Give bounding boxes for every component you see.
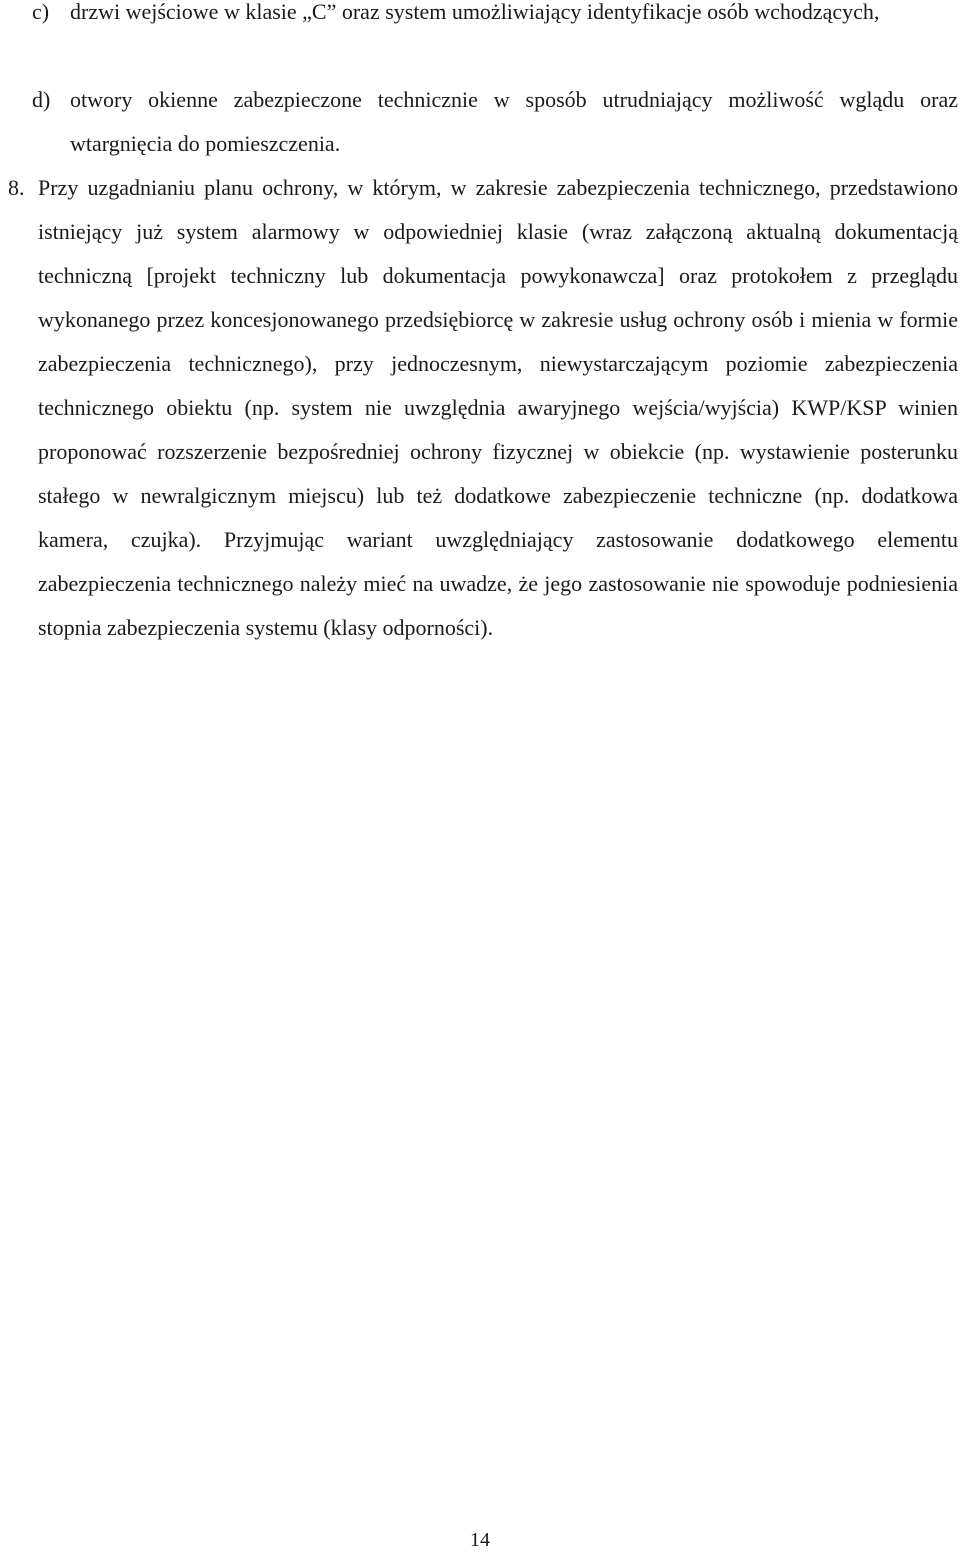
point-8-number: 8.: [8, 175, 25, 200]
page-number: 14: [470, 1529, 490, 1551]
point-8-paragraph: [8, 166, 958, 650]
list-item-c-text: drzwi wejściowe w klasie „C” oraz system umożliwiający identyfikacje osób wchodzących,: [70, 0, 880, 24]
list-item-d-text: otwory okienne zabezpieczone technicznie w sposób utrudniający możliwość wglądu oraz wtargnięcia do pomieszczenia.: [70, 87, 958, 156]
list-marker-c: c): [32, 0, 50, 24]
list-item-c: [32, 0, 958, 34]
point-8-text: Przy uzgadnianiu planu ochrony, w którym, w zakresie zabezpieczenia technicznego, przedstawiono istniejący już system alarmowy w odpowiedniej klasie (wraz załączoną aktualną dokumentacją techniczną [projekt techniczny lub dokumentacja powykonawcza] oraz protokołem z przeglądu wykonanego przez koncesjonowanego przedsiębiorcę w zakresie usług ochrony osób i mienia w formie zabezpieczenia technicznego), przy jednoczesnym, niewystarczającym poziomie zabezpieczenia technicznego obiektu (np. system nie uwzględnia awaryjnego wejścia/wyjścia) KWP/KSP winien proponować rozszerzenie bezpośredniej ochrony fizycznej w obiekcie (np. wystawienie posterunku stałego w newralgicznym miejscu) lub też dodatkowe zabezpieczenie techniczne (np. dodatkowa kamera, czujka). Przyjmując wariant uwzględniający zastosowanie dodatkowego elementu zabezpieczenia technicznego należy mieć na uwadze, że jego zastosowanie nie spowoduje podniesienia stopnia zabezpieczenia systemu (klasy odporności).: [38, 175, 958, 640]
list-marker-d: d): [32, 87, 51, 112]
list-item-d: [32, 78, 958, 166]
